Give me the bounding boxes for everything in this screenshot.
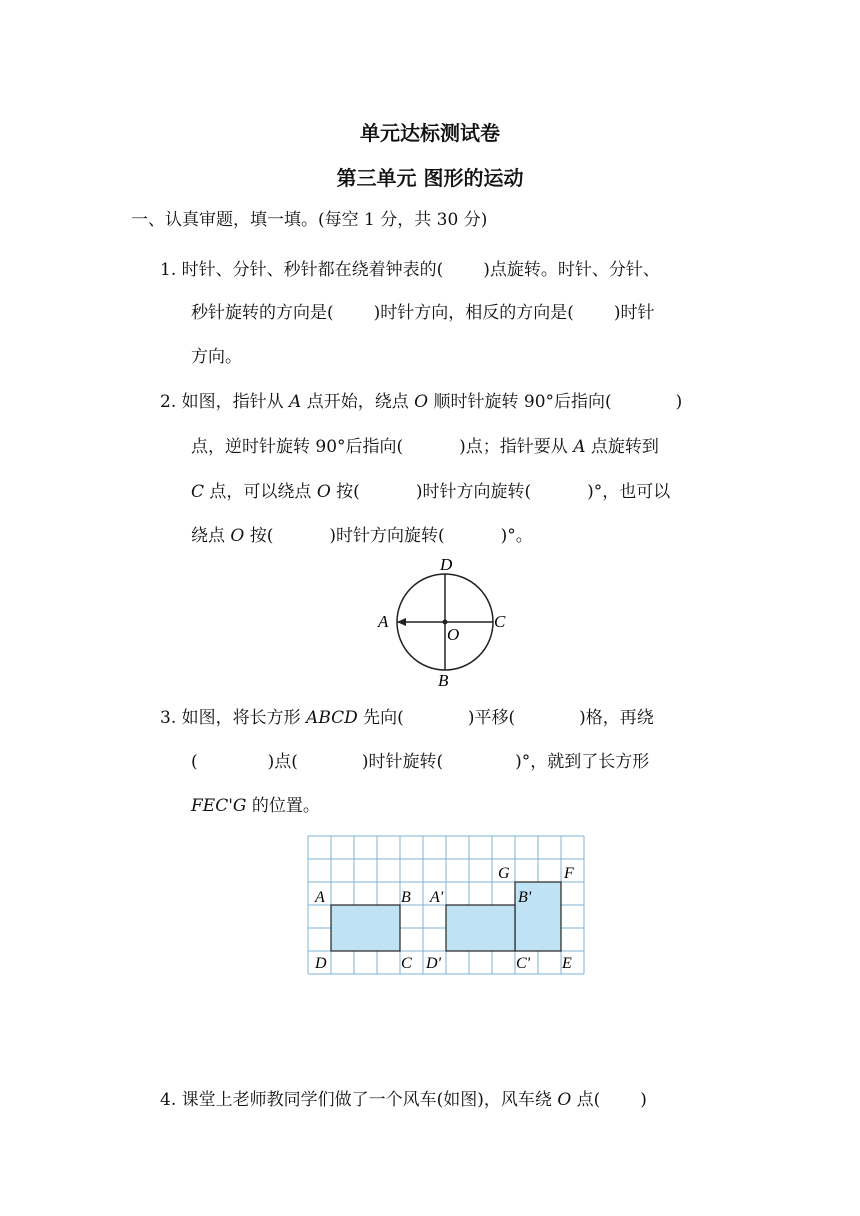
label-O: O <box>447 625 460 644</box>
clock-pointer-diagram <box>370 555 520 690</box>
translation-rotation-grid <box>300 828 600 980</box>
question-1-line-1 <box>160 255 660 280</box>
point-label: A <box>573 437 586 457</box>
question-text: 点( <box>571 1090 601 1110</box>
question-text: 绕点 <box>191 526 231 546</box>
question-text: )时针方向旋转( <box>329 526 445 546</box>
center-point <box>443 620 448 625</box>
label-A: A <box>378 612 389 631</box>
question-number: 1. <box>160 260 177 280</box>
question-text: )°，也可以 <box>587 482 671 502</box>
label-A: A <box>315 889 325 906</box>
question-text: )时针旋转( <box>361 752 444 772</box>
question-3-line-3 <box>191 791 320 816</box>
page-subtitle: 第三单元 图形的运动 <box>336 166 524 190</box>
label-B-prime: B' <box>518 889 532 906</box>
point-label: O <box>230 526 245 546</box>
arrow-head-icon <box>397 618 406 626</box>
question-number: 3. <box>160 708 177 728</box>
question-1-line-3: 方向。 <box>191 347 242 367</box>
question-text: ( <box>191 752 198 772</box>
label-D: D <box>315 955 327 972</box>
shape-label: ABCD <box>306 708 358 728</box>
question-text: 如图，将长方形 <box>181 708 307 728</box>
label-F: F <box>564 865 574 882</box>
question-text: 时针、分针、秒针都在绕着钟表的( <box>181 260 444 280</box>
question-text: )时针方向，相反的方向是( <box>373 303 574 323</box>
point-label: O <box>316 482 331 502</box>
question-text: 点，可以绕点 <box>204 482 317 502</box>
question-text: 先向( <box>357 708 404 728</box>
page-title: 单元达标测试卷 <box>360 121 500 145</box>
label-D-prime: D' <box>426 955 441 972</box>
label-B: B <box>401 889 411 906</box>
question-2-line-2 <box>191 432 659 457</box>
rectangle-translated <box>331 905 400 951</box>
point-label: O <box>557 1090 572 1110</box>
question-2-line-4 <box>191 521 533 546</box>
question-text: )°，就到了长方形 <box>515 752 650 772</box>
question-2-line-1 <box>160 387 682 412</box>
label-A-prime: A' <box>430 889 444 906</box>
question-text: 如图，指针从 <box>181 392 290 412</box>
question-2-line-3 <box>191 477 670 502</box>
question-text: 按( <box>330 482 360 502</box>
label-B: B <box>438 671 449 690</box>
question-text: )点旋转。时针、分针、 <box>483 260 660 280</box>
question-text: )点( <box>267 752 298 772</box>
label-C-prime: C' <box>516 955 531 972</box>
label-C: C <box>494 612 506 631</box>
question-text: )格，再绕 <box>579 708 654 728</box>
point-label: A <box>289 392 302 412</box>
section-heading: 一、认真审题，填一填。(每空 1 分，共 30 分) <box>131 210 488 230</box>
question-text: 点旋转到 <box>585 437 659 457</box>
question-text: 点开始，绕点 <box>301 392 415 412</box>
question-text: 秒针旋转的方向是( <box>191 303 334 323</box>
question-3-line-1 <box>160 703 654 728</box>
rectangle-prime <box>446 905 515 951</box>
question-text: )平移( <box>467 708 516 728</box>
question-text: 按( <box>244 526 274 546</box>
shape-label: FEC'G <box>191 796 247 816</box>
question-text: 课堂上老师教同学们做了一个风车(如图)，风车绕 <box>181 1090 558 1110</box>
label-E: E <box>562 955 572 972</box>
question-text: ) <box>640 1090 647 1110</box>
point-label: C <box>191 482 205 502</box>
question-text: 顺时针旋转 90°后指向( <box>428 392 612 412</box>
question-number: 4. <box>160 1090 177 1110</box>
question-text: )点；指针要从 <box>459 437 574 457</box>
question-text: )时针 <box>613 303 655 323</box>
question-3-line-2 <box>191 747 649 772</box>
question-text: 点，逆时针旋转 90°后指向( <box>191 437 404 457</box>
question-1-line-2 <box>191 298 655 323</box>
question-text: 的位置。 <box>246 796 320 816</box>
question-text: ) <box>675 392 683 412</box>
question-text: )时针方向旋转( <box>415 482 532 502</box>
label-G: G <box>498 865 510 882</box>
question-number: 2. <box>160 392 177 412</box>
question-text: )°。 <box>500 526 533 546</box>
label-D: D <box>440 555 453 574</box>
label-C: C <box>401 955 412 972</box>
question-4-line-1 <box>160 1085 647 1110</box>
point-label: O <box>414 392 429 412</box>
